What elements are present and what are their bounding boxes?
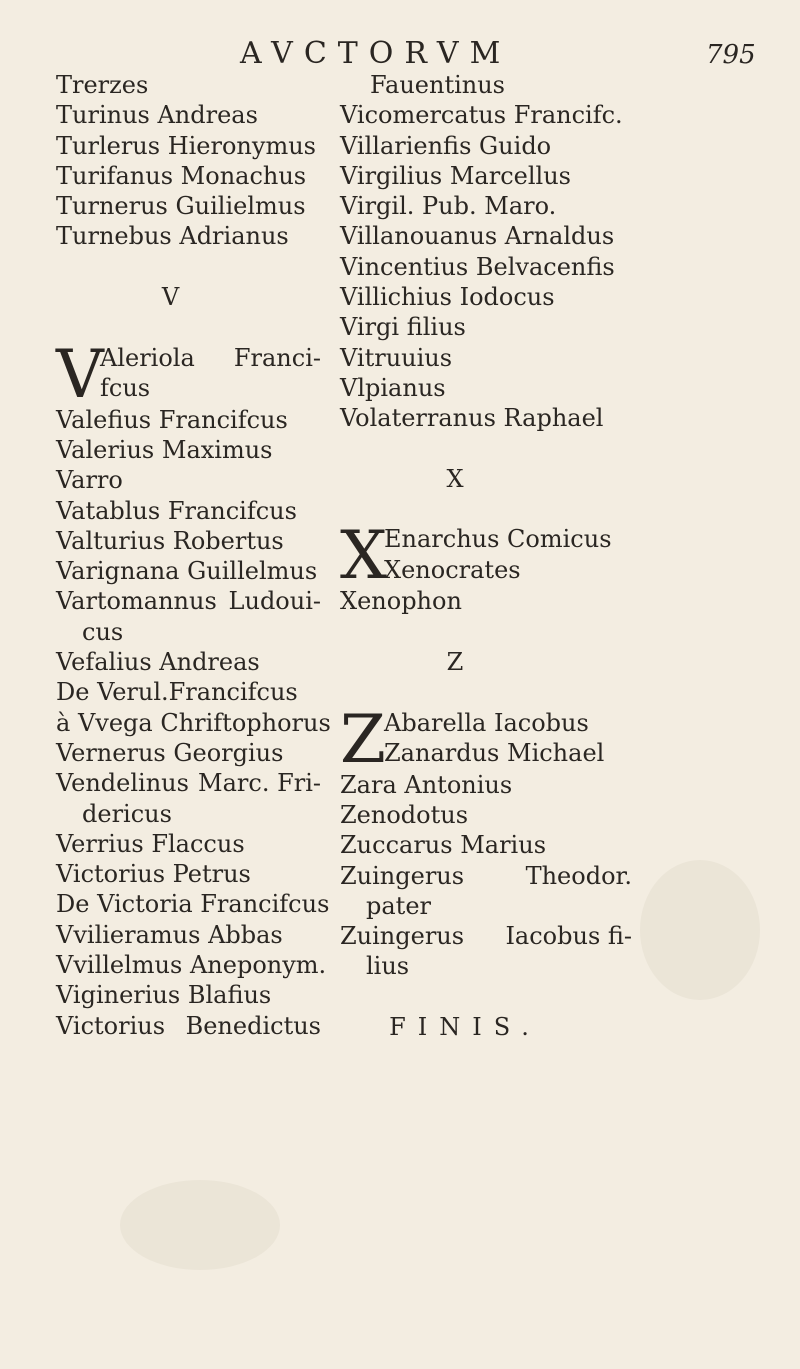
index-entry: Vlpianus <box>340 373 446 402</box>
index-entry: Victorius Petrus <box>56 860 251 889</box>
index-entry: Trerzes <box>56 71 149 99</box>
paper-stain <box>120 1180 280 1270</box>
index-entry: Virgilius Marcellus <box>340 161 571 190</box>
index-entry: Valerius Maximus <box>56 435 273 464</box>
index-entry: Turnebus Adrianus <box>56 222 289 251</box>
running-header <box>0 36 800 72</box>
index-entry <box>56 768 321 798</box>
index-entry: Turifanus Monachus <box>56 161 307 190</box>
index-entry: De Victoria Francifcus <box>56 890 330 919</box>
entry-part: Zuingerus <box>340 861 465 890</box>
index-entry: Xenophon <box>340 587 462 616</box>
finis-label: FINIS. <box>389 1013 541 1042</box>
entry-part: Ludoui- <box>228 587 321 616</box>
entry-part: Marc. Fri- <box>198 769 321 798</box>
index-entry: Vincentius Belvacenfis <box>340 252 615 281</box>
index-entry: Abarella Iacobus <box>384 708 589 737</box>
index-entry: Vefalius Andreas <box>56 648 260 677</box>
index-entry: Verrius Flaccus <box>56 829 245 858</box>
index-entry: Vicomercatus Francifc. <box>340 101 623 130</box>
index-entry: Valturius Robertus <box>56 526 284 555</box>
index-entry: Turlerus Hieronymus <box>56 131 316 160</box>
index-entry: Virgil. Pub. Maro. <box>340 192 557 221</box>
entry-part: Victorius <box>56 1011 166 1040</box>
left-column <box>56 70 331 1041</box>
index-entry <box>56 586 321 616</box>
index-entry: Xenocrates <box>384 555 521 584</box>
index-entry: à Vvega Chriftophorus <box>56 708 331 737</box>
index-entry: Valefius Francifcus <box>56 405 288 434</box>
entry-part: Franci- <box>233 343 321 372</box>
entry-part: Iacobus fi- <box>505 922 632 951</box>
index-entry: Viginerius Blafius <box>56 981 272 1010</box>
index-entry: Fauentinus <box>370 71 505 99</box>
section-letter-v: V <box>161 283 180 312</box>
index-entry-cont: dericus <box>82 799 172 828</box>
index-entry: Turnerus Guilielmus <box>56 192 306 221</box>
entry-part: Vartomannus <box>56 587 217 616</box>
index-entry: Zuccarus Marius <box>340 831 547 860</box>
index-entry <box>100 343 321 373</box>
index-entry: De Verul.Francifcus <box>56 678 298 707</box>
page-number: 795 <box>706 40 756 70</box>
index-entry <box>340 921 650 951</box>
index-entry <box>56 1011 321 1041</box>
entry-part: Aleriola <box>100 343 195 372</box>
index-entry: Villarienfis Guido <box>340 131 552 160</box>
entry-part: Benedictus <box>185 1011 321 1040</box>
drop-cap-z: Z <box>340 700 386 778</box>
index-entry: Varignana Guillelmus <box>56 557 318 586</box>
v-drop-block <box>56 335 321 413</box>
index-entry: Turinus Andreas <box>56 101 258 130</box>
paper-stain <box>640 860 760 1000</box>
index-entry: Vvillelmus Aneponym. <box>56 951 327 980</box>
index-entry: Volaterranus Raphael <box>340 404 604 433</box>
right-column <box>340 70 650 1042</box>
index-entry: Vvilieramus Abbas <box>56 920 283 949</box>
z-drop-block <box>340 700 650 778</box>
index-entry: Enarchus Comicus <box>384 525 612 554</box>
x-drop-block <box>340 517 650 595</box>
index-entry: Zenodotus <box>340 800 469 829</box>
index-entry-cont: lius <box>366 952 410 981</box>
entry-part: Vendelinus <box>56 769 189 798</box>
index-entry: Zara Antonius <box>340 770 513 799</box>
section-letter-z: Z <box>446 648 464 677</box>
index-entry: Vernerus Georgius <box>56 738 284 767</box>
index-entry-cont: pater <box>366 891 431 920</box>
index-entry: Virgi filius <box>340 313 466 342</box>
index-entry: Varro <box>56 466 123 495</box>
entry-part: Theodor. <box>525 861 632 890</box>
index-entry: Villichius Iodocus <box>340 283 555 312</box>
index-entry: Villanouanus Arnaldus <box>340 222 615 251</box>
index-entry: Vatablus Francifcus <box>56 496 297 525</box>
drop-cap-x: X <box>340 517 387 595</box>
entry-part: Zuingerus <box>340 922 465 951</box>
index-entry: Zanardus Michael <box>384 738 605 767</box>
section-letter-x: X <box>446 464 464 493</box>
drop-cap-v: V <box>56 335 104 413</box>
running-title: AVCTORVM <box>240 36 512 71</box>
index-entry: Vitruuius <box>340 343 453 372</box>
index-entry <box>340 861 650 891</box>
index-entry-cont: cus <box>82 617 124 646</box>
index-entry-cont: fcus <box>100 373 151 402</box>
